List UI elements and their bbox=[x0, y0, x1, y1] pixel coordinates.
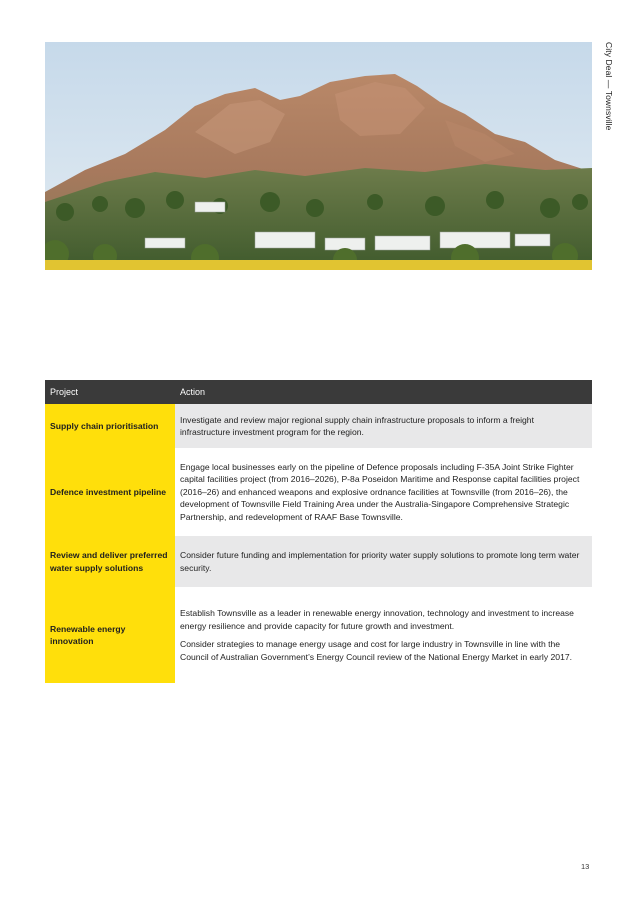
project-cell: Defence investment pipeline bbox=[45, 448, 175, 536]
action-text: Investigate and review major regional supply chain infrastructure proposals to inform a freight infrastructure investment program for the region. bbox=[180, 414, 534, 437]
table-header-row bbox=[45, 380, 592, 404]
running-header: City Deal — Townsville bbox=[604, 42, 614, 131]
action-text: Consider future funding and implementation for priority water supply solutions to promote long term water security. bbox=[180, 550, 580, 573]
project-cell: Supply chain prioritisation bbox=[45, 404, 175, 448]
header-photo bbox=[45, 42, 592, 270]
action-text: Establish Townsville as a leader in renewable energy innovation, technology and investment to increase energy resilience and provide capacity for future growth and investment. bbox=[180, 608, 574, 631]
table-row bbox=[45, 404, 592, 448]
project-cell: Review and deliver preferred water supply solutions bbox=[45, 536, 175, 587]
header-project: Project bbox=[45, 380, 175, 404]
action-cell bbox=[175, 404, 592, 448]
header-action: Action bbox=[175, 380, 592, 404]
page-number: 13 bbox=[581, 862, 590, 871]
action-cell bbox=[175, 587, 592, 683]
table-row bbox=[45, 587, 592, 683]
action-cell bbox=[175, 448, 592, 536]
project-cell: Renewable energy innovation bbox=[45, 587, 175, 683]
action-text: Engage local businesses early on the pipeline of Defence proposals including F-35A Joint Strike Fighter capital facilities project (from 2016–2026), P-8a Poseidon Maritime and Response capital facilities project (2016–26) and enhanced weapons and explosive ordnance facilities at Townsville (from 2016–26), the development of Townsville Field Training Area under the Australia-Singapore Comprehensive Strategic Partnership, and redevelopment of RAAF Base Townsville. bbox=[180, 461, 580, 522]
project-action-table bbox=[45, 380, 592, 683]
table-row bbox=[45, 536, 592, 587]
table-row bbox=[45, 448, 592, 536]
action-text: Consider strategies to manage energy usage and cost for large industry in Townsville in line with the Council of Australian Government’s Energy Council review of the National Energy Market in early 2017. bbox=[180, 639, 573, 662]
castle-hill-illustration bbox=[45, 42, 592, 270]
action-cell bbox=[175, 536, 592, 587]
